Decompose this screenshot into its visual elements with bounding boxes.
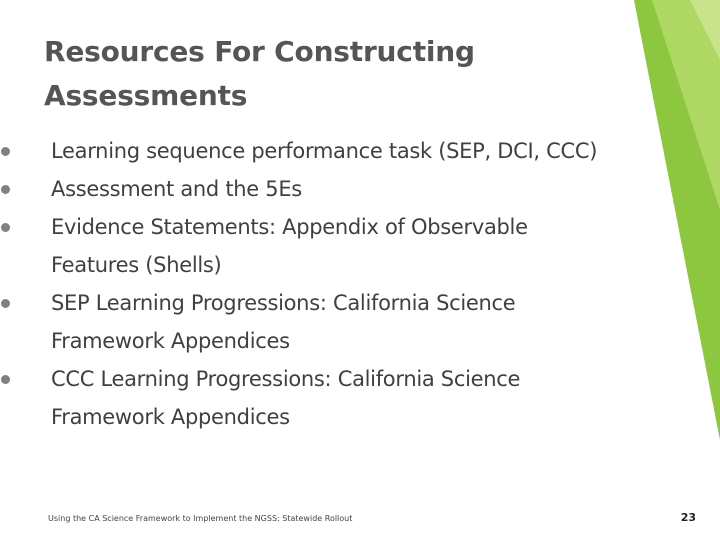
page-number: 23 — [680, 511, 696, 524]
bullet-dot-icon — [1, 147, 10, 156]
bullet-text-line: Framework Appendices — [51, 329, 290, 353]
bullet-text-line: Learning sequence performance task (SEP, DCI, CCC) — [51, 139, 598, 163]
bullet-text-line: Framework Appendices — [51, 405, 290, 429]
bullet-item — [0, 284, 640, 360]
slide-title-line-2: Assessments — [44, 79, 248, 112]
bullet-item — [0, 170, 640, 208]
bullet-text-line: Features (Shells) — [51, 253, 222, 277]
bullet-text-line: SEP Learning Progressions: California Science — [51, 291, 516, 315]
bullet-item — [0, 132, 640, 170]
bullet-text-line: CCC Learning Progressions: California Science — [51, 367, 521, 391]
slide-title — [44, 30, 584, 118]
bullet-dot-icon — [1, 299, 10, 308]
bullet-text-line: Evidence Statements: Appendix of Observable — [51, 215, 528, 239]
bullet-list — [0, 132, 640, 436]
bullet-item — [0, 208, 640, 284]
slide-title-line-1: Resources For Constructing — [44, 35, 475, 68]
slide-footer: Using the CA Science Framework to Implement the NGSS: Statewide Rollout — [48, 514, 353, 523]
bullet-item — [0, 360, 640, 436]
bullet-dot-icon — [1, 185, 10, 194]
bullet-text-line: Assessment and the 5Es — [51, 177, 302, 201]
bullet-dot-icon — [1, 223, 10, 232]
bullet-dot-icon — [1, 375, 10, 384]
